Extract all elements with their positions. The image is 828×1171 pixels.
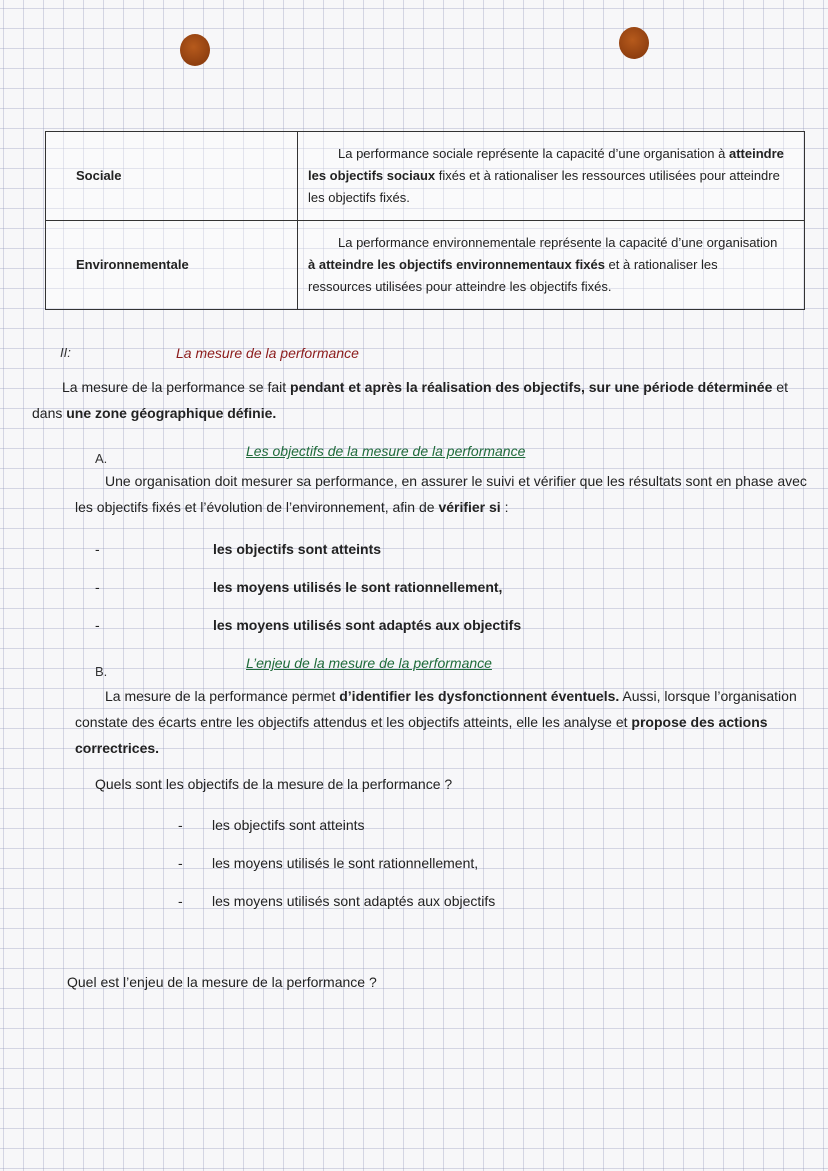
- subsection-a-letter: A.: [95, 451, 108, 466]
- table-row: [46, 132, 805, 221]
- table-row-description: La performance sociale représente la capacité d’une organisation à atteindre les objectifs sociaux fixés et à rationaliser les ressources utilisées pour atteindre les objectifs fixés.: [298, 132, 805, 221]
- subsection-a-paragraph: Une organisation doit mesurer sa performance, en assurer le suivi et vérifier que les résultats sont en phase avec les objectifs fixés et l’évolution de l’environnement, afin de vérifier si :: [75, 473, 807, 515]
- table-row-label: Sociale: [46, 132, 298, 221]
- section-number: II:: [60, 345, 71, 360]
- subsection-b-letter: B.: [95, 664, 108, 679]
- section-title: La mesure de la performance: [176, 345, 359, 361]
- binder-hole-left: [180, 34, 210, 66]
- question-2: Quel est l’enjeu de la mesure de la performance ?: [67, 974, 377, 990]
- subsection-b-title: L’enjeu de la mesure de la performance: [246, 655, 492, 671]
- performance-table: [45, 131, 805, 310]
- table-row-description: La performance environnementale représente la capacité d’une organisation à atteindre les objectifs environnementaux fixés et à rationaliser les ressources utilisées pour atteindre les objectifs fixés.: [298, 221, 805, 310]
- question-1: Quels sont les objectifs de la mesure de la performance ?: [95, 776, 453, 792]
- subsection-a-title: Les objectifs de la mesure de la performance: [246, 443, 526, 459]
- subsection-b-paragraph: La mesure de la performance permet d’identifier les dysfonctionnent éventuels. Aussi, lorsque l’organisation constate des écarts entre les objectifs attendus et les objectifs atteints, elle les analyse et propose des actions correctrices.: [75, 688, 797, 756]
- table-row: [46, 221, 805, 310]
- section-intro-paragraph: La mesure de la performance se fait pendant et après la réalisation des objectifs, sur une période déterminée et dans une zone géographique définie.: [32, 379, 788, 421]
- table-row-label: Environnementale: [46, 221, 298, 310]
- binder-hole-right: [619, 27, 649, 59]
